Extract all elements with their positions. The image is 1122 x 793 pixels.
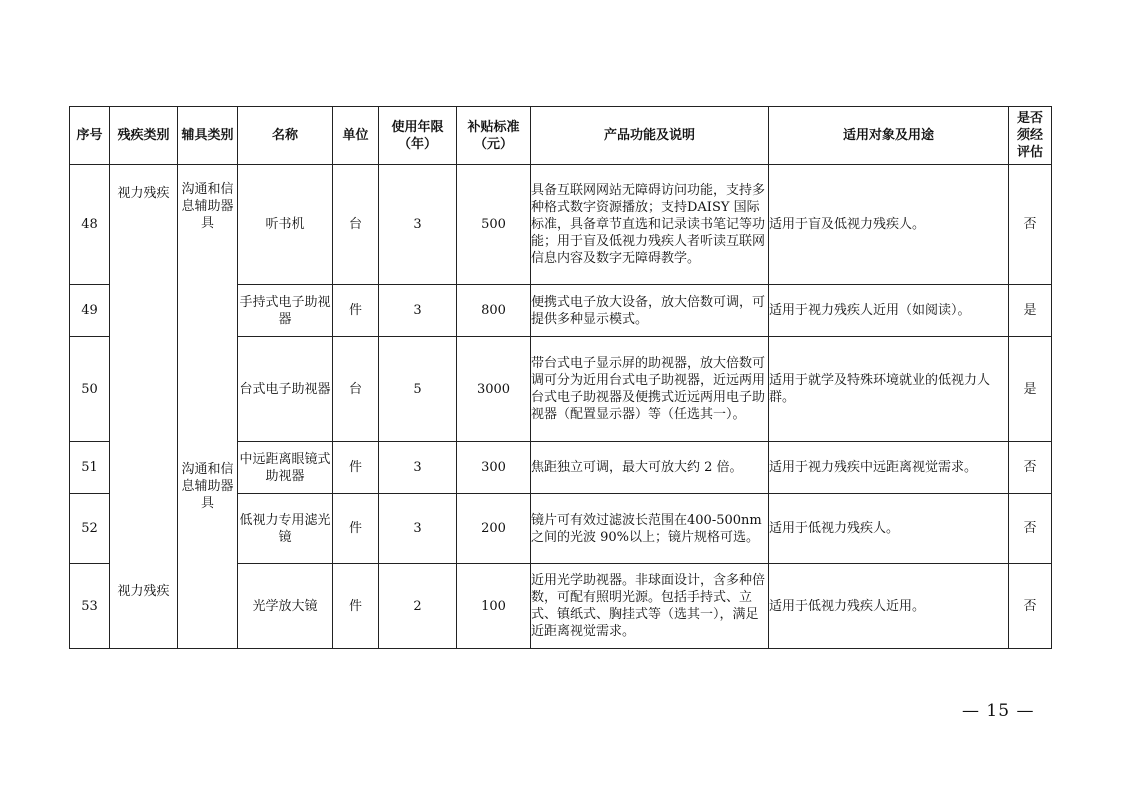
row-unit: 件 xyxy=(333,494,379,564)
row-target: 适用于视力残疾中远距离视觉需求。 xyxy=(769,442,1009,494)
row-function: 近用光学助视器。非球面设计，含多种倍数，可配有照明光源。包括手持式、立式、镇纸式、胸挂式等（选其一），满足近距离视觉需求。 xyxy=(531,564,769,649)
header-aid-type: 辅具类别 xyxy=(178,107,238,165)
row-subsidy: 200 xyxy=(457,494,531,564)
row-function: 带台式电子显示屏的助视器，放大倍数可调可分为近用台式电子助视器，近远两用台式电子助视器及便携式近远两用电子助视器（配置显示器）等（任选其一）。 xyxy=(531,337,769,442)
row-eval: 否 xyxy=(1009,494,1052,564)
header-years xyxy=(379,107,457,165)
row-unit: 件 xyxy=(333,442,379,494)
subsidy-table xyxy=(69,106,1052,649)
header-subsidy xyxy=(457,107,531,165)
row-unit: 台 xyxy=(333,337,379,442)
row-subsidy: 500 xyxy=(457,165,531,285)
disability-label-bottom: 视力残疾 xyxy=(117,584,170,599)
header-unit: 单位 xyxy=(333,107,379,165)
row-seq: 51 xyxy=(70,442,110,494)
header-subsidy-line1: 补贴标准 xyxy=(467,119,520,135)
row-target: 适用于低视力残疾人。 xyxy=(769,494,1009,564)
row-function: 焦距独立可调，最大可放大约 2 倍。 xyxy=(531,442,769,494)
row-function: 便携式电子放大设备，放大倍数可调，可提供多种显示模式。 xyxy=(531,285,769,337)
row-name: 低视力专用滤光镜 xyxy=(238,494,333,564)
row-seq: 49 xyxy=(70,285,110,337)
row-years: 3 xyxy=(379,442,457,494)
header-name: 名称 xyxy=(238,107,333,165)
row-years: 3 xyxy=(379,165,457,285)
header-years-line1: 使用年限 xyxy=(391,119,444,135)
header-function: 产品功能及说明 xyxy=(531,107,769,165)
row-years: 3 xyxy=(379,285,457,337)
aid-type-label-top: 沟通和信息辅助器具 xyxy=(181,182,234,231)
row-seq: 50 xyxy=(70,337,110,442)
row-eval: 否 xyxy=(1009,564,1052,649)
row-target: 适用于低视力残疾人近用。 xyxy=(769,564,1009,649)
header-seq: 序号 xyxy=(70,107,110,165)
row-years: 2 xyxy=(379,564,457,649)
disability-label-top: 视力残疾 xyxy=(117,186,170,201)
header-years-line2: （年） xyxy=(397,136,437,152)
header-eval xyxy=(1009,107,1052,165)
aid-type-label-bottom: 沟通和信息辅助器具 xyxy=(181,462,234,511)
row-eval: 否 xyxy=(1009,442,1052,494)
row-seq: 52 xyxy=(70,494,110,564)
row-name: 光学放大镜 xyxy=(238,564,333,649)
row-seq: 48 xyxy=(70,165,110,285)
page-number: — 15 — xyxy=(962,701,1035,721)
header-subsidy-line2: （元） xyxy=(473,136,513,152)
row-function: 镜片可有效过滤波长范围在400-500nm 之间的光波 90%以上；镜片规格可选。 xyxy=(531,494,769,564)
row-target: 适用于盲及低视力残疾人。 xyxy=(769,165,1009,285)
row-target: 适用于就学及特殊环境就业的低视力人群。 xyxy=(769,337,1009,442)
row-years: 5 xyxy=(379,337,457,442)
row-target: 适用于视力残疾人近用（如阅读）。 xyxy=(769,285,1009,337)
row-name: 台式电子助视器 xyxy=(238,337,333,442)
header-row xyxy=(70,107,1052,165)
header-eval-line1: 是否 xyxy=(1016,111,1043,126)
aid-type-merged-cell xyxy=(178,165,238,649)
row-subsidy: 3000 xyxy=(457,337,531,442)
row-eval: 是 xyxy=(1009,285,1052,337)
row-function: 具备互联网网站无障碍访问功能，支持多种格式数字资源播放；支持DAISY 国际标准，具备章节直选和记录读书笔记等功能；用于盲及低视力残疾人者听读互联网信息内容及数字无障碍教学。 xyxy=(531,165,769,285)
row-subsidy: 300 xyxy=(457,442,531,494)
row-unit: 台 xyxy=(333,165,379,285)
row-eval: 否 xyxy=(1009,165,1052,285)
row-seq: 53 xyxy=(70,564,110,649)
header-disability: 残疾类别 xyxy=(110,107,178,165)
row-unit: 件 xyxy=(333,564,379,649)
header-eval-line3: 评估 xyxy=(1016,145,1043,160)
row-eval: 是 xyxy=(1009,337,1052,442)
row-unit: 件 xyxy=(333,285,379,337)
row-name: 手持式电子助视器 xyxy=(238,285,333,337)
disability-merged-cell xyxy=(110,165,178,649)
row-subsidy: 800 xyxy=(457,285,531,337)
row-name: 中远距离眼镜式助视器 xyxy=(238,442,333,494)
row-name: 听书机 xyxy=(238,165,333,285)
table-row xyxy=(70,165,1052,285)
row-subsidy: 100 xyxy=(457,564,531,649)
header-target: 适用对象及用途 xyxy=(769,107,1009,165)
header-eval-line2: 须经 xyxy=(1016,128,1043,143)
row-years: 3 xyxy=(379,494,457,564)
